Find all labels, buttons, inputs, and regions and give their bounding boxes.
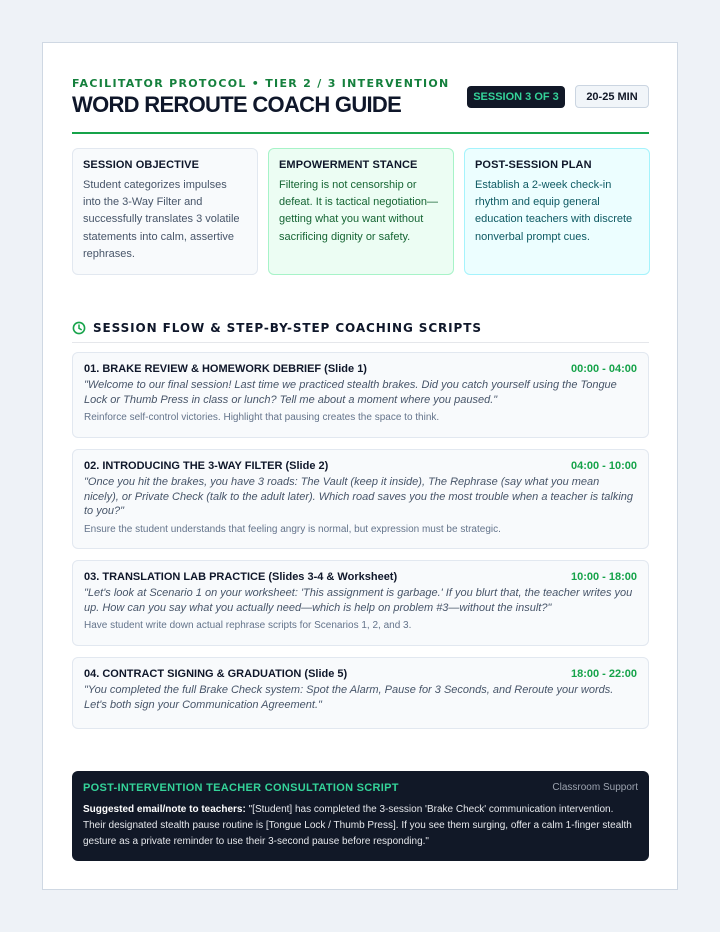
step-time: 18:00 - 22:00 [570, 668, 637, 680]
step-note: Ensure the student understands that feeling angry is normal, but expression must be strategic. [84, 523, 501, 535]
step-script: "Let's look at Scenario 1 on your worksheet: 'This assignment is garbage.' If you blurt that, the teacher writes you up. How can you say what you actually need—which is help on problem #3—without the insult?" [84, 587, 633, 614]
step-title: 01. BRAKE REVIEW & HOMEWORK DEBRIEF (Slide 1) [84, 363, 367, 375]
session-flow-heading [72, 321, 649, 343]
page-header [72, 77, 649, 134]
step-script: "You completed the full Brake Check system: Spot the Alarm, Pause for 3 Seconds, and Reroute your words. Let's both sign your Communication Agreement." [84, 684, 614, 711]
consultation-script [83, 802, 638, 850]
step-card [72, 352, 649, 438]
script-text: "[Student] has completed the 3-session 'Brake Check' communication intervention. Their designated stealth pause routine is [Tongue Lock / Thumb Press]. If you see them surging, offer a calm 1-finger stealth gesture as a private reminder to use their 3-second pause before responding." [83, 804, 632, 847]
step-card [72, 657, 649, 729]
step-time: 04:00 - 10:00 [570, 460, 637, 472]
step-script: "Welcome to our final session! Last time we practiced stealth brakes. Did you catch yourself using the Tongue Lock or Thumb Press in class or lunch? Tell me about a moment where you paused." [84, 379, 617, 406]
card-title: POST-SESSION PLAN [475, 159, 592, 171]
page-title: WORD REROUTE COACH GUIDE [72, 92, 402, 117]
step-title: 03. TRANSLATION LAB PRACTICE (Slides 3-4 & Worksheet) [84, 571, 398, 583]
section-title: SESSION FLOW & STEP-BY-STEP COACHING SCRIPTS [93, 321, 482, 335]
clock-icon [72, 321, 86, 335]
step-time: 00:00 - 04:00 [570, 363, 637, 375]
step-note: Have student write down actual rephrase scripts for Scenarios 1, 2, and 3. [84, 620, 412, 631]
step-card [72, 560, 649, 646]
session-objective-card [72, 148, 258, 275]
step-script: "Once you hit the brakes, you have 3 roads: The Vault (keep it inside), The Rephrase (say what you mean nicely), or Private Check (talk to the adult later). Which road saves you the most trouble when a teacher is talking to you?" [84, 476, 634, 517]
post-session-plan-card [464, 148, 650, 275]
script-label: Suggested email/note to teachers: [83, 804, 246, 815]
duration-badge: 20-25 MIN [575, 85, 649, 108]
coach-guide-page [42, 42, 678, 890]
step-title: 04. CONTRACT SIGNING & GRADUATION (Slide 5) [84, 668, 348, 680]
card-title: EMPOWERMENT STANCE [279, 159, 418, 171]
card-body: Filtering is not censorship or defeat. It is tactical negotiation—getting what you want without sacrificing dignity or safety. [279, 179, 438, 243]
step-time: 10:00 - 18:00 [570, 571, 637, 583]
footer-tag: Classroom Support [552, 782, 638, 793]
card-body: Student categorizes impulses into the 3-Way Filter and successfully translates 3 volatile statements into calm, assertive rephrases. [83, 179, 240, 260]
session-badge: SESSION 3 OF 3 [467, 86, 565, 108]
footer-title: POST-INTERVENTION TEACHER CONSULTATION SCRIPT [83, 782, 399, 794]
empowerment-stance-card [268, 148, 454, 275]
step-note: Reinforce self-control victories. Highlight that pausing creates the space to think. [84, 412, 440, 423]
step-card [72, 449, 649, 549]
card-title: SESSION OBJECTIVE [83, 159, 200, 171]
protocol-eyebrow: FACILITATOR PROTOCOL • TIER 2 / 3 INTERVENTION [72, 77, 450, 90]
card-body: Establish a 2-week check-in rhythm and equip general education teachers with discrete nonverbal prompt cues. [475, 179, 633, 243]
teacher-consultation-panel [72, 771, 649, 861]
step-title: 02. INTRODUCING THE 3-WAY FILTER (Slide 2) [84, 460, 329, 472]
